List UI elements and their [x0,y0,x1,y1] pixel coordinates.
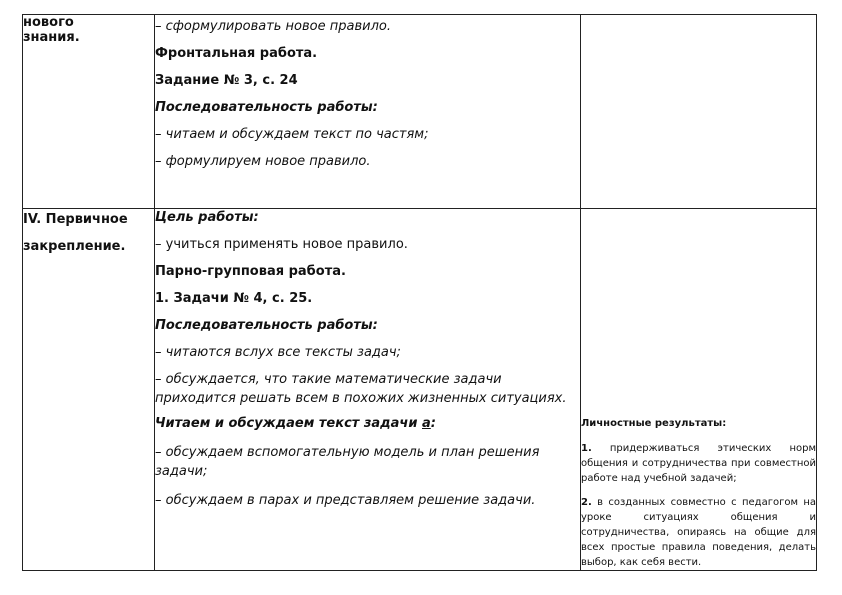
work-line: – читаем и обсуждаем текст по частям; [155,127,429,142]
results-heading: Личностные результаты: [581,418,727,429]
work-line: – читаются вслух все тексты задач; [155,345,401,360]
work-line: – обсуждается, что такие математические задачи приходится решать всем в похожих жизненных ситуациях. [155,372,567,406]
work-cell [155,209,581,571]
result-number: 2. [581,497,592,508]
work-cell [155,15,581,209]
results-cell [581,15,817,209]
results-cell [581,209,817,571]
stage-cell [23,15,155,209]
work-line: – сформулировать новое правило. [155,19,391,34]
lesson-table [22,14,817,571]
work-line: Фронтальная работа. [155,46,318,61]
stage-line: закрепление. [23,239,126,254]
table-row [23,15,817,209]
result-text: придерживаться этических норм общения и сотрудничества при совместной работе над учебной задачей; [581,443,816,484]
work-line: 1. Задачи № 4, с. 25. [155,291,313,306]
table-row [23,209,817,571]
work-line: – обсуждаем вспомогательную модель и план решения задачи; [155,445,540,479]
stage-line: IV. Первичное [23,212,128,227]
work-line [155,415,580,432]
work-text: Читаем и обсуждаем текст задачи [155,416,422,431]
result-number: 1. [581,443,592,454]
stage-line: нового [23,15,74,30]
work-text: : [430,416,436,431]
work-line: Последовательность работы: [155,100,378,115]
work-line: Цель работы: [155,210,259,225]
work-line: Задание № 3, с. 24 [155,73,298,88]
stage-cell [23,209,155,571]
work-line: Парно-групповая работа. [155,264,346,279]
result-text: в созданных совместно с педагогом на уроке ситуациях общения и сотрудничества, опираясь на общие для всех простые правила поведения, делать выбор, как себя вести. [581,497,816,568]
work-line: Последовательность работы: [155,318,378,333]
work-line: – формулируем новое правило. [155,154,371,169]
task-letter: а [422,416,431,431]
stage-line: знания. [23,30,80,45]
result-item [581,495,816,570]
work-line: – обсуждаем в парах и представляем решение задачи. [155,493,536,508]
work-line: – учиться применять новое правило. [155,237,408,252]
result-item [581,441,816,486]
